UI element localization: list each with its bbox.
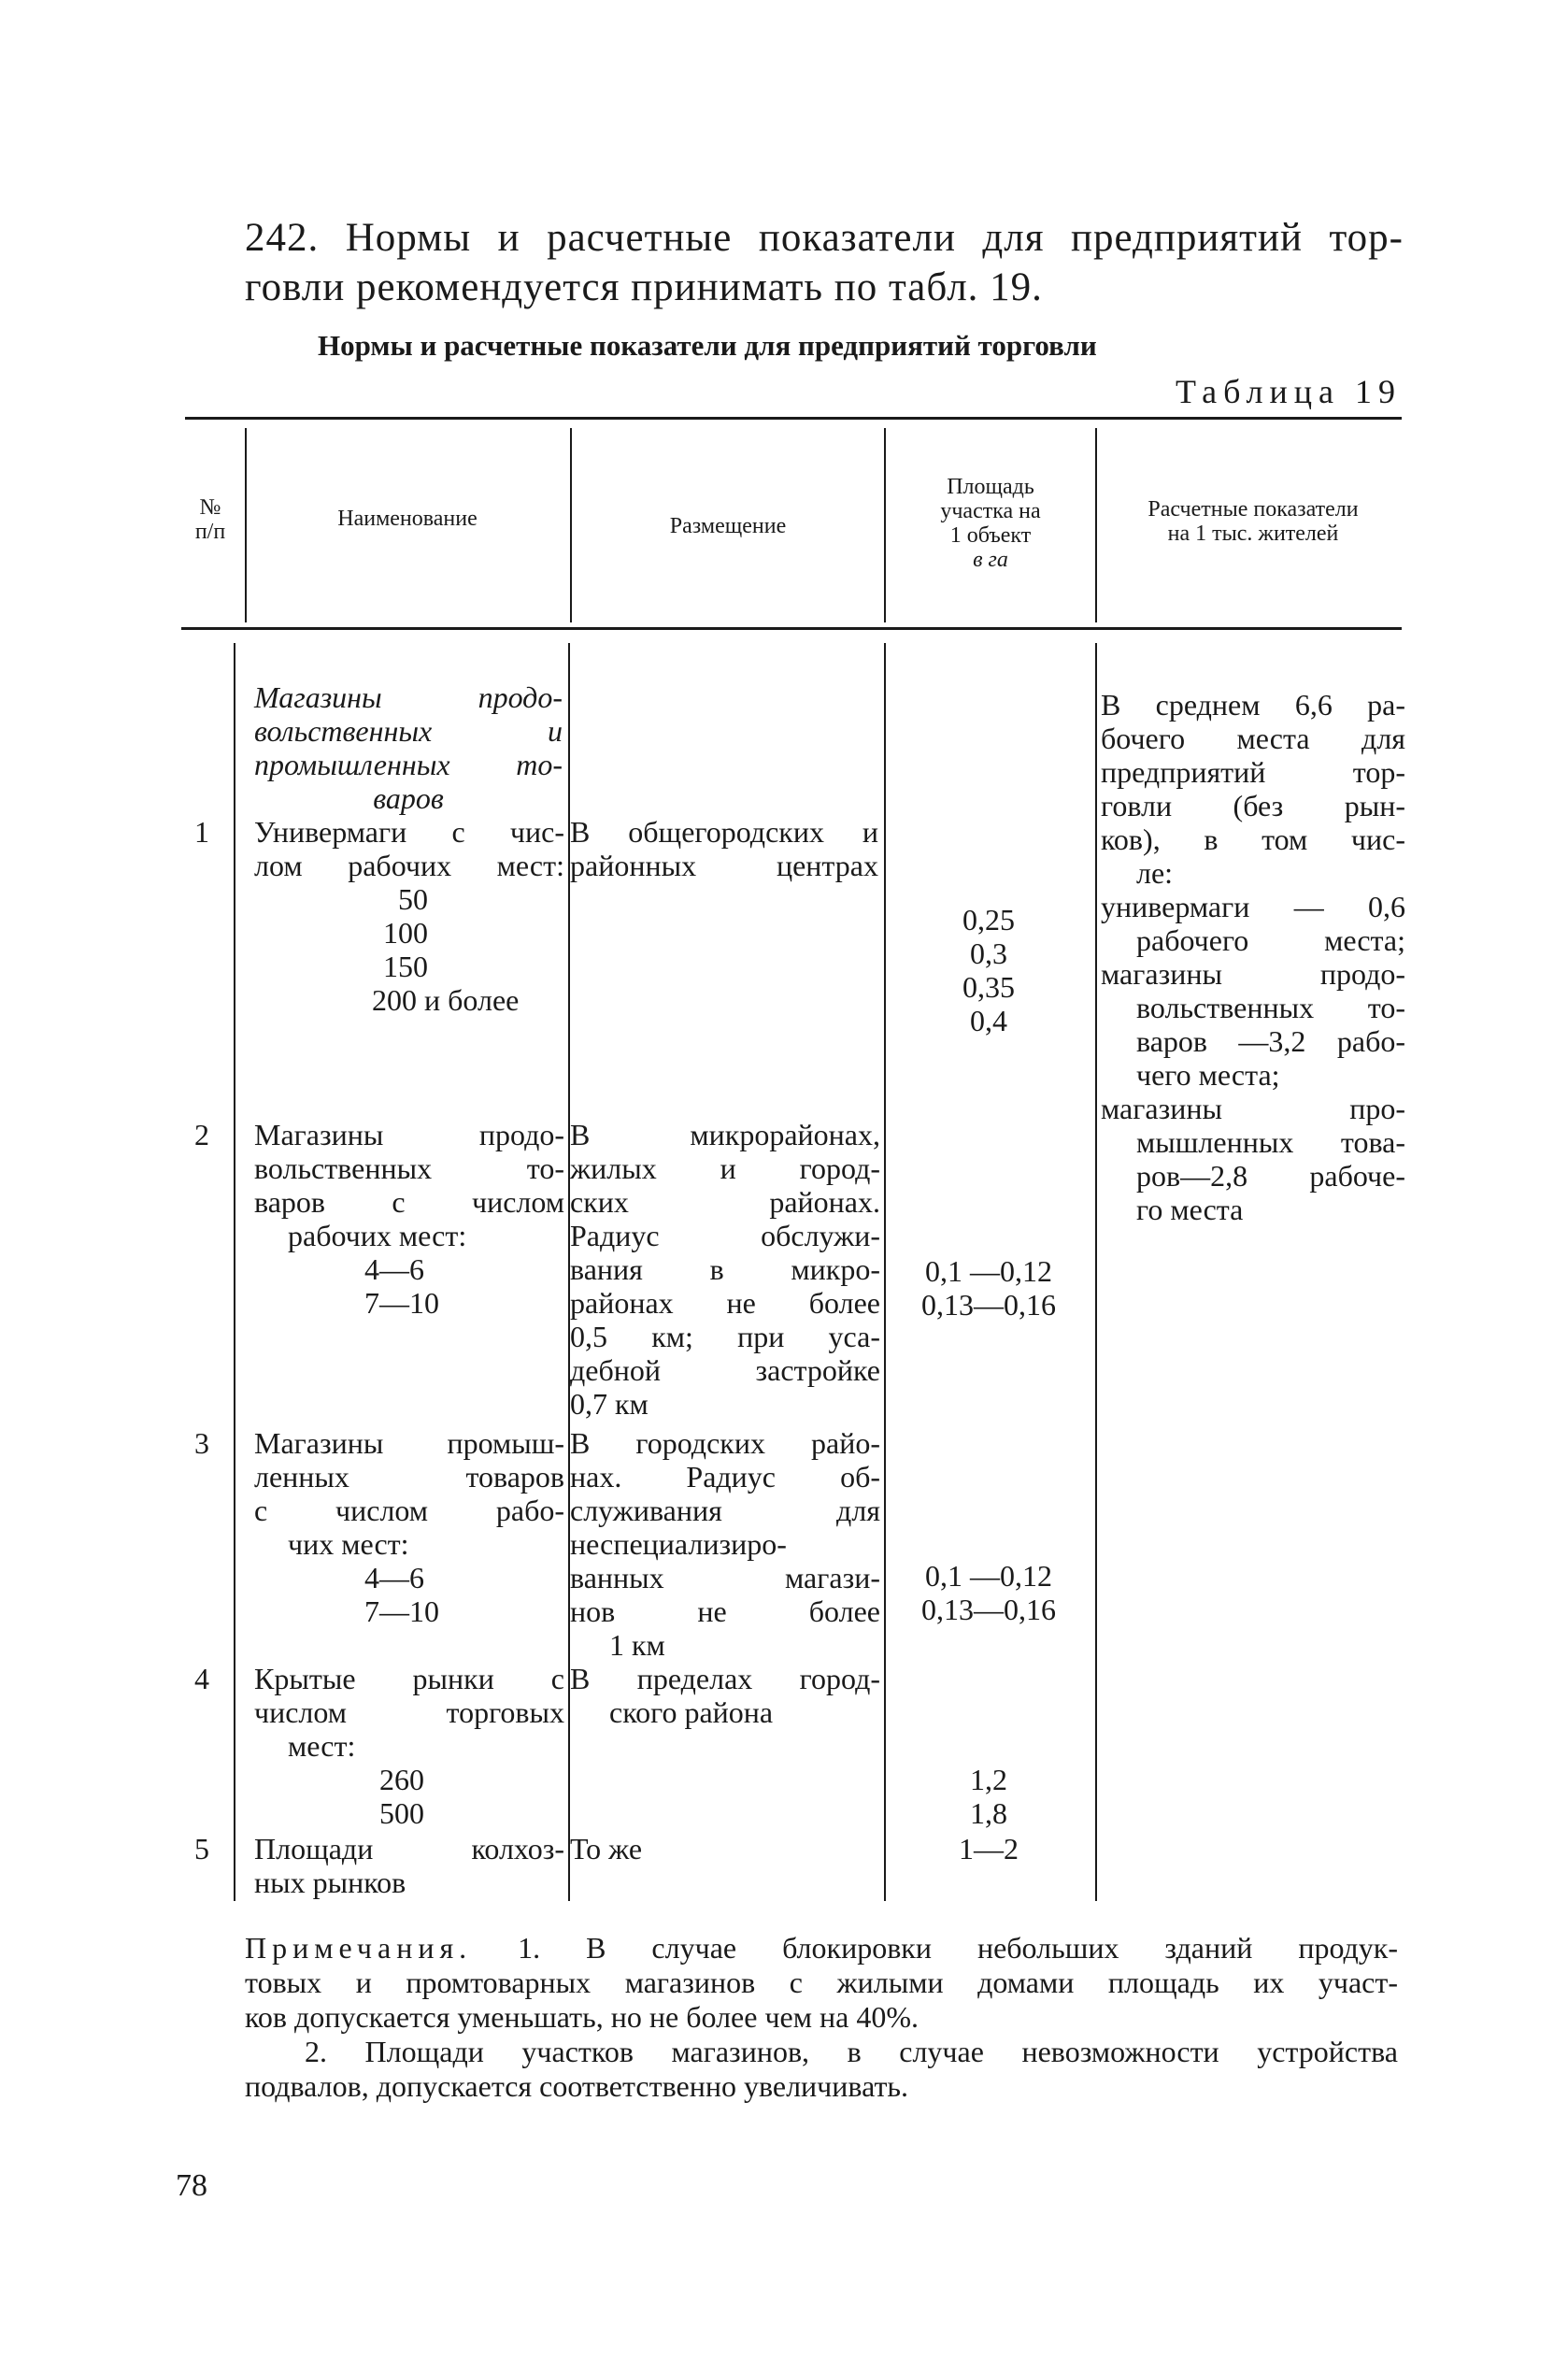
row-area-value: 1,8	[970, 1796, 1007, 1830]
row-area	[895, 1559, 1082, 1626]
row-area-value: 0,25	[962, 903, 1015, 936]
row-placement-line: В микрорайонах,	[570, 1118, 880, 1151]
intro-line: говли рекомендуется принимать по табл. 19.	[245, 265, 1043, 309]
column-rule	[884, 428, 886, 622]
row-placement-line: Радиус обслужи-	[570, 1219, 880, 1252]
header-indicators	[1099, 497, 1407, 546]
notes-line: 1. В случае блокировки небольших зданий продук-	[518, 1931, 1399, 1965]
row-placement	[570, 1426, 880, 1662]
row-sub-value: 50	[398, 882, 428, 916]
row-sub-value: 4—6	[364, 1252, 424, 1286]
row-sub-value: 260	[379, 1763, 424, 1796]
table-label: Таблица 19	[1176, 373, 1402, 410]
row-name-line: Крытые рынки с	[254, 1662, 564, 1695]
section-heading-line: вольственных и	[254, 714, 563, 748]
row-sub-value: 500	[379, 1796, 424, 1830]
indicators-line: варов —3,2 рабо-	[1136, 1024, 1405, 1058]
row-name-line: лом рабочих мест:	[254, 849, 564, 882]
row-name	[254, 1118, 564, 1320]
row-name-line: Универмаги с чис-	[254, 815, 564, 849]
header-area-line: в га	[973, 548, 1008, 572]
indicators-line: вольственных то-	[1136, 991, 1405, 1024]
row-area	[895, 903, 1082, 1037]
table-header-rule	[181, 627, 1402, 630]
row-area-value: 0,1 —0,12	[925, 1254, 1052, 1288]
row-sub-value: 200 и более	[372, 983, 520, 1017]
row-placement-line: 0,5 км; при уса-	[570, 1320, 880, 1353]
row-name-line: вольственных то-	[254, 1151, 564, 1185]
row-name	[254, 1832, 564, 1899]
row-name	[254, 1662, 564, 1830]
header-number-line: п/п	[194, 520, 226, 544]
column-rule	[884, 643, 886, 1901]
header-name	[249, 507, 566, 531]
indicators-line: мышленных това-	[1136, 1125, 1405, 1159]
row-placement-line: районах не более	[570, 1286, 880, 1320]
header-indicators-line: на 1 тыс. жителей	[1167, 522, 1339, 546]
row-area-value: 0,4	[970, 1004, 1007, 1037]
row-name-line: мест:	[288, 1729, 356, 1763]
row-placement-line: ских районах.	[570, 1185, 880, 1219]
row-placement-line: 0,7 км	[570, 1387, 649, 1421]
row-area-value: 0,1 —0,12	[925, 1559, 1052, 1593]
row-placement	[570, 815, 878, 882]
row-name-line: чих мест:	[288, 1527, 409, 1561]
table-caption: Нормы и расчетные показатели для предприятий торговли	[318, 329, 1097, 362]
row-placement-line: неспециализиро-	[570, 1527, 787, 1561]
row-name-line: варов с числом	[254, 1185, 564, 1219]
row-area	[895, 1254, 1082, 1322]
header-name-text: Наименование	[337, 507, 478, 531]
row-placement-line: нов не более	[570, 1594, 880, 1628]
row-placement-line: 1 км	[609, 1628, 665, 1662]
header-placement	[574, 514, 882, 538]
row-sub-value: 7—10	[364, 1286, 439, 1320]
row-name-line: Магазины продо-	[254, 1118, 564, 1151]
row-name	[254, 815, 564, 1017]
row-placement-line: районных центрах	[570, 849, 878, 882]
row-sub-value: 100	[383, 916, 428, 950]
indicators-line: рабочего места;	[1136, 923, 1405, 957]
row-placement-line: ванных магази-	[570, 1561, 880, 1594]
row-placement-line: То же	[570, 1832, 643, 1866]
row-placement	[570, 1118, 880, 1421]
row-placement-line: В пределах город-	[570, 1662, 880, 1695]
indicators-line: ле:	[1136, 856, 1174, 890]
indicators-line: ков), в том чис-	[1101, 822, 1405, 856]
row-area-value: 1—2	[959, 1832, 1019, 1866]
indicators-text	[1101, 688, 1405, 1226]
header-area-line: 1 объект	[949, 523, 1032, 548]
row-number: 4	[194, 1662, 209, 1695]
column-rule	[570, 428, 572, 622]
row-name-line: Магазины промыш-	[254, 1426, 564, 1460]
row-name	[254, 1426, 564, 1628]
row-number: 2	[194, 1118, 209, 1151]
notes-line: 2. Площади участков магазинов, в случае невозможности устройства	[305, 2035, 1398, 2068]
row-placement-line: вания в микро-	[570, 1252, 880, 1286]
row-placement	[570, 1832, 880, 1866]
notes-line: товых и промтоварных магазинов с жилыми домами площадь их участ-	[245, 1966, 1398, 1999]
row-name-line: ленных товаров	[254, 1460, 564, 1494]
indicators-line: ров—2,8 рабоче-	[1136, 1159, 1405, 1193]
notes-line: подвалов, допускается соответственно увеличивать.	[245, 2069, 909, 2103]
row-name-line: Площади колхоз-	[254, 1832, 564, 1866]
row-placement-line: нах. Радиус об-	[570, 1460, 880, 1494]
section-heading-line: Магазины продо-	[254, 680, 563, 714]
row-placement-line: жилых и город-	[570, 1151, 880, 1185]
row-name-line: ных рынков	[254, 1866, 406, 1899]
table-top-rule	[185, 417, 1402, 420]
page-number: 78	[176, 2168, 207, 2203]
row-placement-line: дебной застройке	[570, 1353, 880, 1387]
row-placement	[570, 1662, 880, 1729]
notes-label: Примечания.	[245, 1931, 473, 1965]
column-rule	[1095, 643, 1097, 1901]
column-rule	[245, 428, 247, 622]
row-area-value: 0,3	[970, 936, 1007, 970]
indicators-line: предприятий тор-	[1101, 755, 1405, 789]
row-area-value: 0,13—0,16	[921, 1593, 1056, 1626]
row-area-value: 0,13—0,16	[921, 1288, 1056, 1322]
row-area	[895, 1763, 1082, 1830]
header-area-line: участка на	[940, 499, 1041, 523]
row-placement-line: В общегородских и	[570, 815, 878, 849]
intro-paragraph	[245, 213, 1404, 312]
indicators-line: говли (без рын-	[1101, 789, 1405, 822]
header-indicators-line: Расчетные показатели	[1147, 497, 1359, 522]
row-placement-line: В городских райо-	[570, 1426, 880, 1460]
row-area-value: 1,2	[970, 1763, 1007, 1796]
section-heading-line: промышленных то-	[254, 748, 563, 781]
section-heading	[254, 680, 563, 815]
column-rule	[1095, 428, 1097, 622]
header-number-line: №	[199, 495, 221, 520]
indicators-line: бочего места для	[1101, 722, 1405, 755]
row-area	[895, 1832, 1082, 1866]
row-sub-value: 4—6	[364, 1561, 424, 1594]
notes-line: ков допускается уменьшать, но не более чем на 40%.	[245, 2000, 919, 2034]
row-number: 3	[194, 1426, 209, 1460]
section-heading-line: варов	[373, 781, 444, 815]
indicators-line: магазины продо-	[1101, 957, 1405, 991]
intro-line: 242. Нормы и расчетные показатели для предприятий тор-	[245, 216, 1404, 260]
row-number: 5	[194, 1832, 209, 1866]
header-area-line: Площадь	[947, 475, 1034, 499]
row-sub-value: 150	[383, 950, 428, 983]
indicators-line: го места	[1136, 1193, 1244, 1226]
row-placement-line: служивания для	[570, 1494, 880, 1527]
row-name-line: с числом рабо-	[254, 1494, 564, 1527]
row-name-line: числом торговых	[254, 1695, 564, 1729]
indicators-line: чего места;	[1136, 1058, 1280, 1092]
row-number: 1	[194, 815, 209, 849]
header-area	[888, 475, 1093, 572]
indicators-line: магазины про-	[1101, 1092, 1405, 1125]
row-placement-line: ского района	[609, 1695, 774, 1729]
header-number	[178, 495, 243, 544]
indicators-line: универмаги — 0,6	[1101, 890, 1405, 923]
row-sub-value: 7—10	[364, 1594, 439, 1628]
row-area-value: 0,35	[962, 970, 1015, 1004]
row-name-line: рабочих мест:	[288, 1219, 467, 1252]
column-rule	[234, 643, 235, 1901]
table-notes	[245, 1931, 1398, 2104]
indicators-line: В среднем 6,6 ра-	[1101, 688, 1405, 722]
header-placement-text: Размещение	[669, 514, 787, 538]
